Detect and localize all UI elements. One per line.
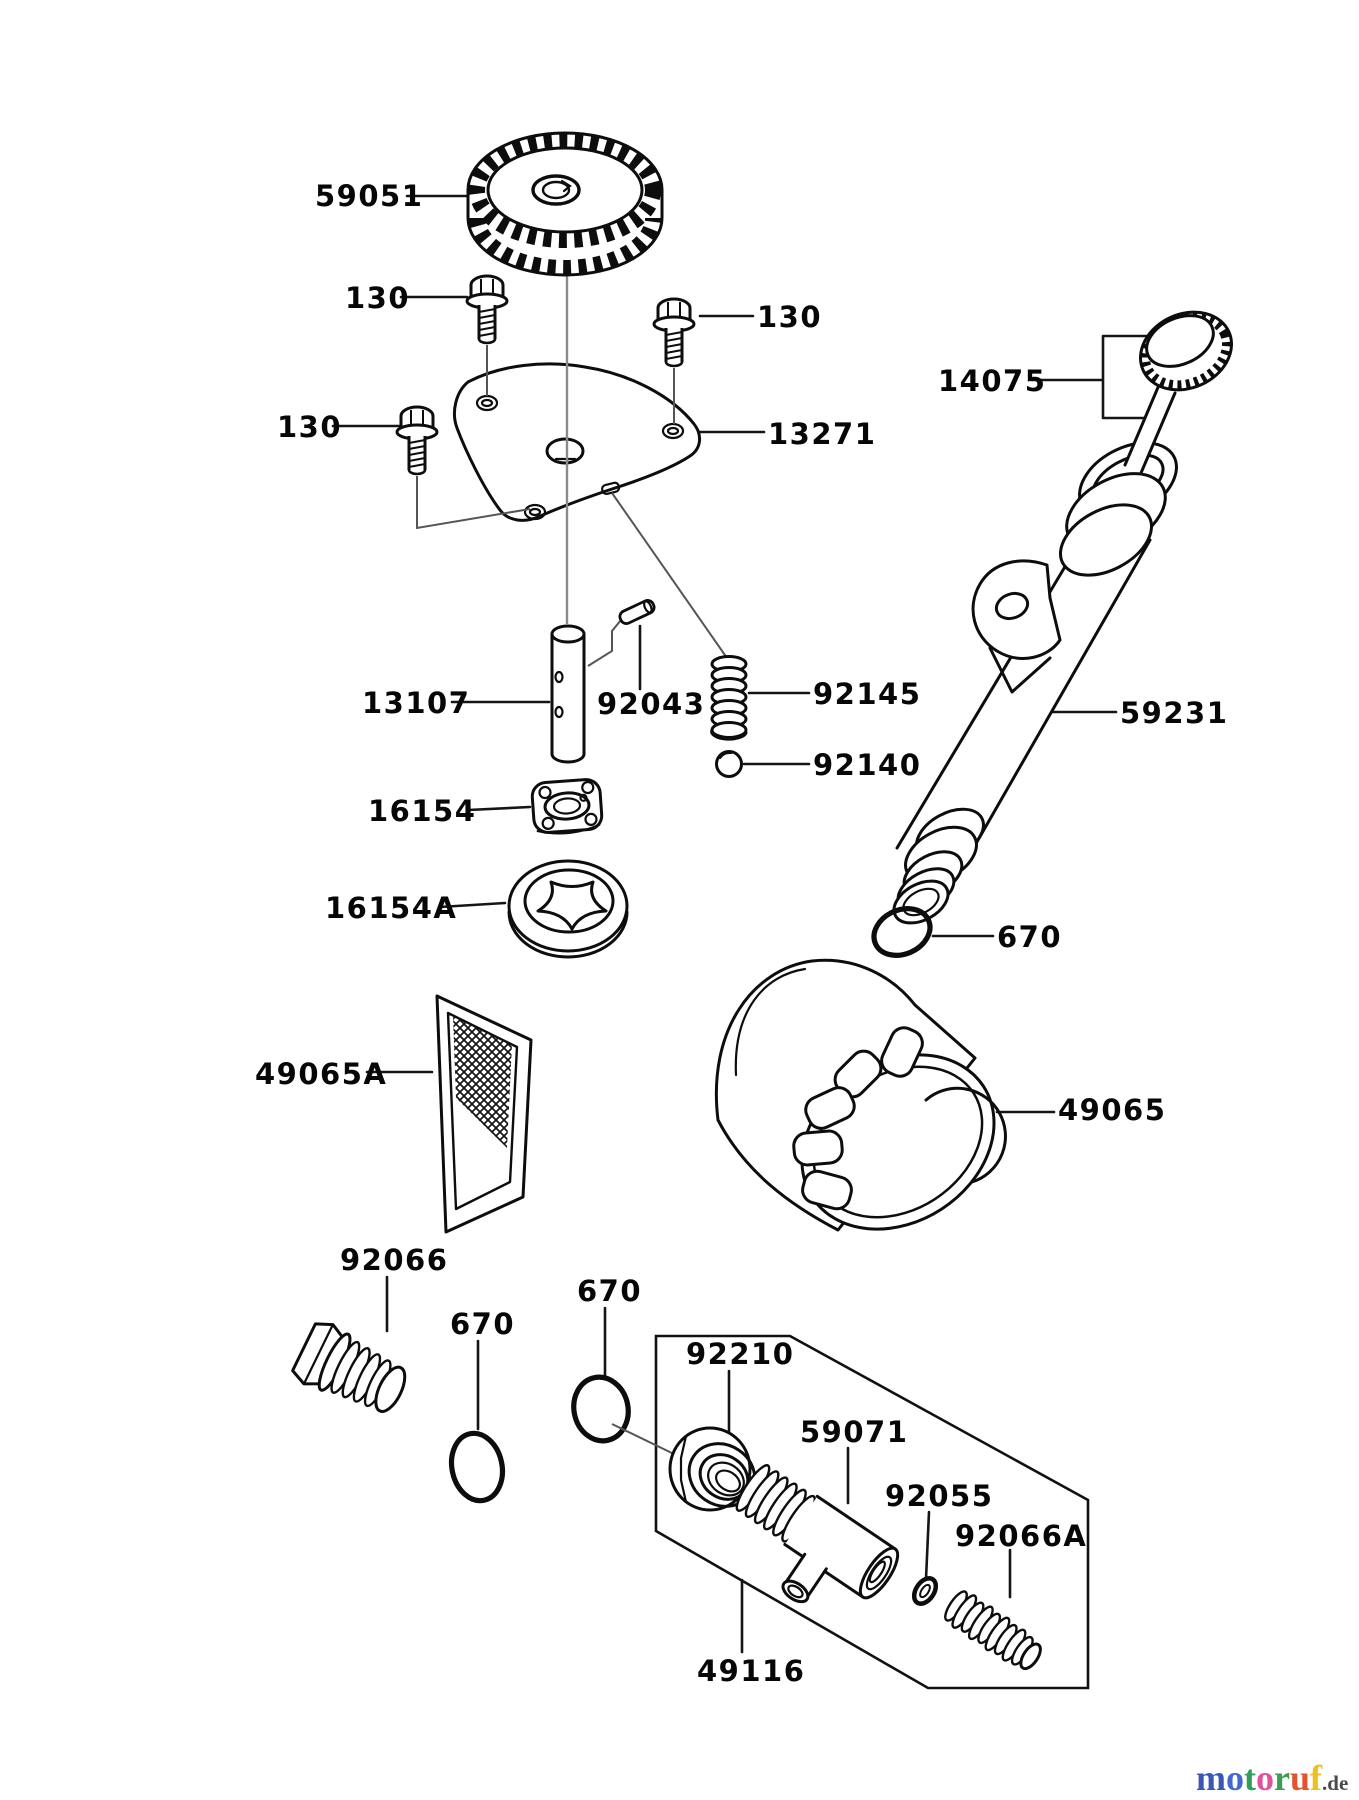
gear-59051-drawing [468,133,662,275]
part-label-92043: 92043 [597,687,706,721]
part-label-49116: 49116 [697,1654,806,1688]
part-label-92055: 92055 [885,1479,994,1513]
part-label-92210: 92210 [686,1337,795,1371]
pin-92043-drawing [618,599,656,626]
watermark-letter: u [1289,1758,1311,1798]
part-label-130-left: 130 [277,410,343,444]
part-label-92066A: 92066A [955,1519,1088,1553]
ring-92055-drawing [910,1574,941,1607]
oil-screen-49065A-drawing [437,996,531,1232]
filler-cap-14075-drawing [1125,298,1244,473]
pump-rotor-16154A-drawing [509,861,627,957]
watermark-domain-suffix: .de [1322,1771,1349,1795]
part-label-59071: 59071 [800,1415,909,1449]
watermark-letter: m [1196,1758,1226,1798]
watermark-letter: o [1226,1758,1244,1798]
oil-filter-49065-drawing [716,960,1027,1264]
part-label-92066: 92066 [340,1243,449,1277]
watermark-logo [1196,1758,1348,1798]
part-label-14075: 14075 [938,364,1047,398]
part-label-670-drain: 670 [450,1307,516,1341]
part-label-16154: 16154 [368,794,477,828]
ball-92140-drawing [717,752,742,777]
part-label-59231: 59231 [1120,696,1229,730]
leader-92055 [926,1512,929,1579]
part-label-92145: 92145 [813,677,922,711]
watermark-letter: t [1244,1758,1256,1798]
plug-fitting-92066A-drawing [940,1587,1047,1676]
watermark-letter: r [1274,1758,1290,1798]
part-label-92140: 92140 [813,748,922,782]
part-label-49065A: 49065A [255,1057,388,1091]
oring-670-valve-drawing [568,1372,634,1446]
oring-to-nut-line [612,1424,678,1456]
bolt-130-left-drawing [397,407,437,474]
leader-16154 [468,807,530,810]
oil-tube-59231-drawing [887,427,1189,931]
spring-92145-drawing [712,657,746,740]
part-label-13271: 13271 [768,417,877,451]
watermark-letter: f [1310,1758,1323,1798]
oring-670-drain-drawing [445,1429,508,1506]
shaft-13107-drawing [552,626,584,762]
part-label-13107: 13107 [362,686,471,720]
bolt-130-right-drawing [654,299,694,366]
drain-plug-92066-drawing [290,1318,415,1424]
pump-cover-16154-drawing [531,779,602,836]
part-label-670-tube: 670 [997,920,1063,954]
part-label-670-valve: 670 [577,1274,643,1308]
part-label-130-top: 130 [345,281,411,315]
bolt-130-top-drawing [467,276,507,343]
watermark-letter: o [1256,1758,1274,1798]
part-label-16154A: 16154A [325,891,458,925]
part-label-49065: 49065 [1058,1093,1167,1127]
plate-13271-drawing [454,364,699,520]
part-label-130-right: 130 [757,300,823,334]
part-label-59051: 59051 [315,179,424,213]
